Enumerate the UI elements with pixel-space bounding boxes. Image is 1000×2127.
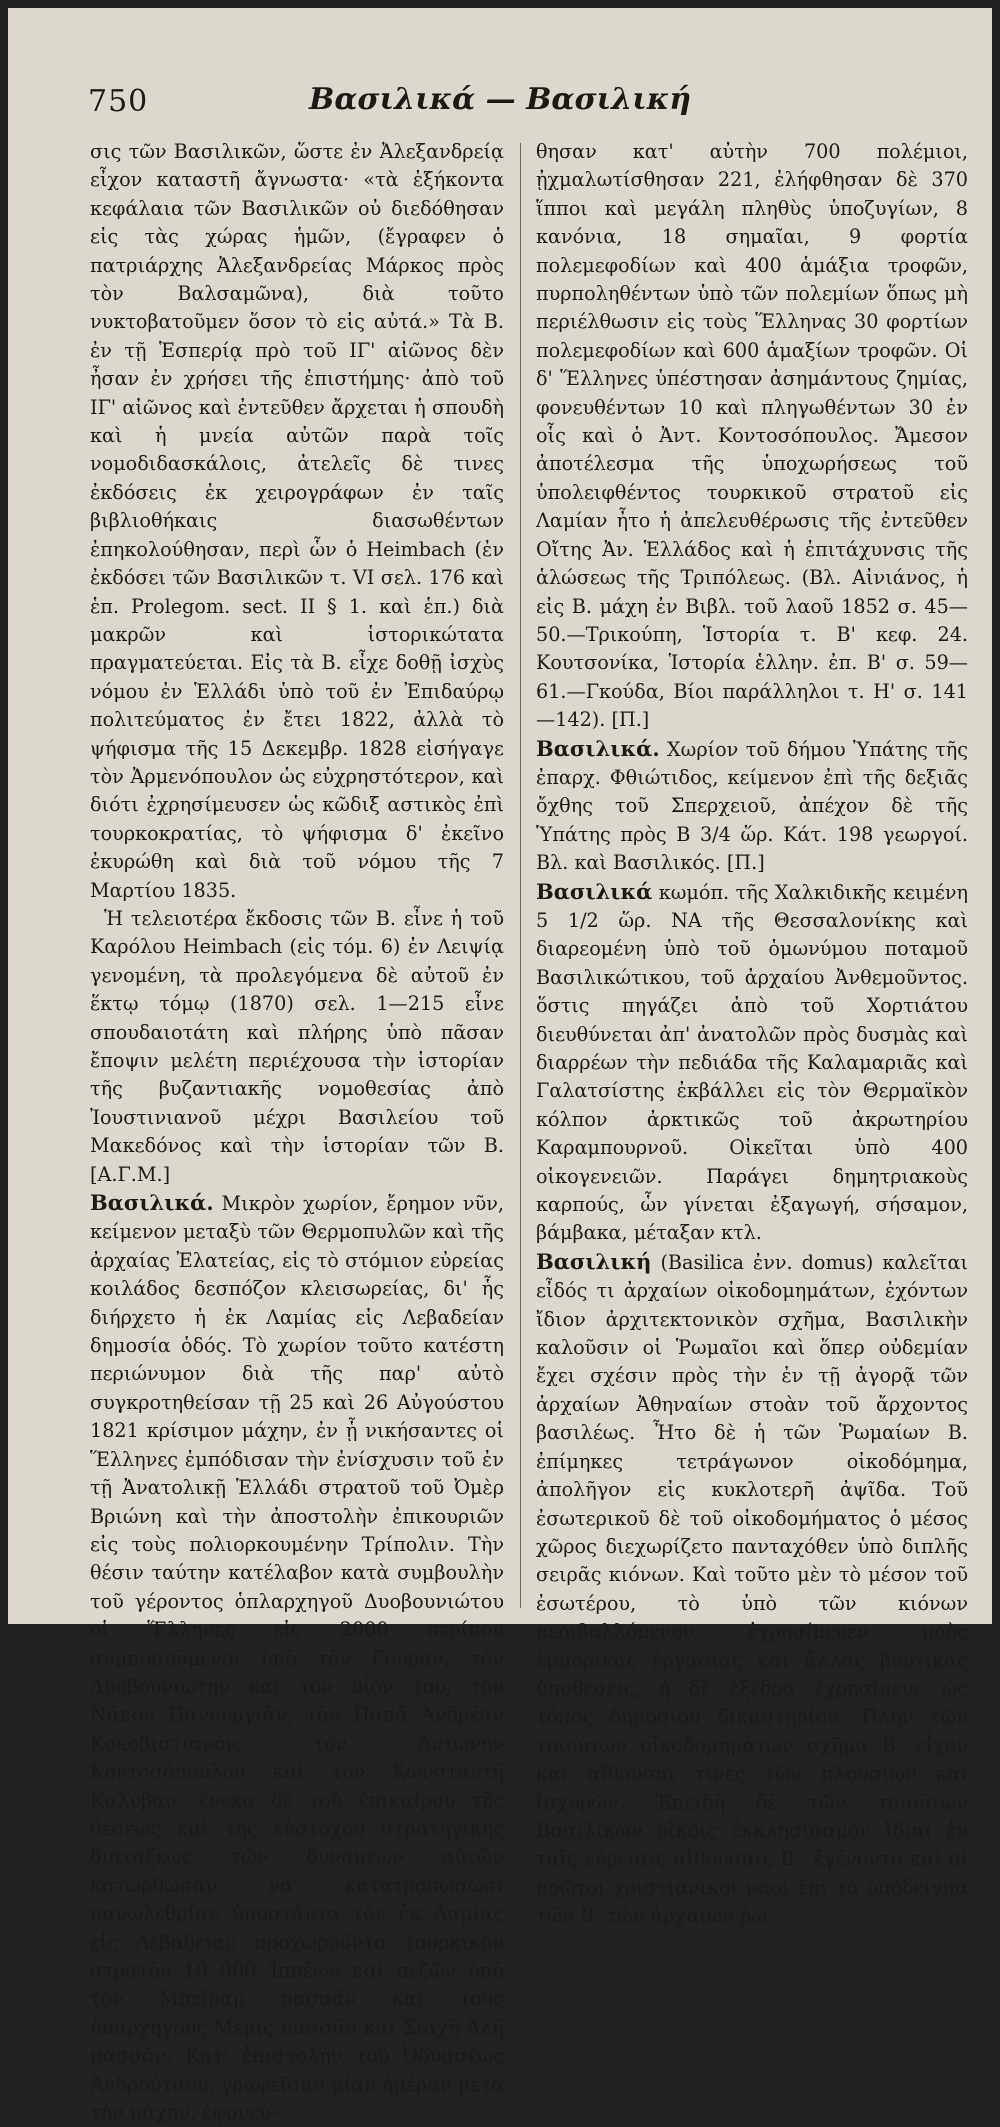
paragraph-text: σις τῶν Βασιλικῶν, ὥστε ἐν Ἀλεξανδρείᾳ εἶχον καταστῆ ἄγνωστα· «τὰ ἑξήκοντα κεφάλαια τῶν Βασιλικῶν οὐ διεδόθησαν εἰς τὰς χώρας ἡμῶν, (ἔγραφεν ὁ πατριάρχης Ἀλεξανδρείας Μάρκος πρὸς τὸν Βαλσαμῶνα), διὰ τοῦτο νυκτοβατοῦμεν ὅσον τὸ εἰς αὐτά.» Τὰ Β. ἐν τῇ Ἑσπερίᾳ πρὸ τοῦ ΙΓ' αἰῶνος δὲν ἦσαν ἐν χρήσει τῆς ἐπιστήμης· ἀπὸ τοῦ ΙΓ' αἰῶνος καὶ ἐντεῦθεν ἄρχεται ἡ σπουδὴ καὶ ἡ μνεία αὐτῶν παρὰ τοῖς νομοδιδασκάλοις, ἀτελεῖς δὲ τινες ἐκδόσεις ἐκ χειρογράφων ἐν ταῖς βιβλιοθήκαις διασωθέντων ἐπηκολούθησαν, περὶ ὧν ὁ Heimbach (ἐν ἐκδόσει τῶν Βασιλικῶν τ. VI σελ. 176 καὶ ἑπ. Prolegom. sect. II § 1. καὶ ἑπ.) διὰ μακρῶν καὶ ἱστορικώτατα πραγματεύεται. Εἰς τὰ Β. εἶχε δοθῇ ἰσχὺς νόμου ἐν Ἑλλάδι ὑπὸ τοῦ ἐν Ἐπιδαύρῳ πολιτεύματος ἐν ἔτει 1822, ἀλλὰ τὸ ψήφισμα τῆς 15 Δεκεμβρ. 1828 εἰσήγαγε τὸν Ἀρμενόπουλον ὡς εὐχρηστότερον, καὶ διότι ἐχρησίμευσεν ὡς κῶδιξ αστικὸς ἐπὶ τουρκοκρατίας, τὸ ψήφισμα δ' ἐκεῖνο ἐκυρώθη καὶ διὰ τοῦ νόμου τῆς 7 Μαρτίου 1835.	[90, 140, 504, 902]
entry-text: κωμόπ. τῆς Χαλκιδικῆς κειμένη 5 1/2 ὥρ. ΝΑ τῆς Θεσσαλονίκης καὶ διαρεομένη ὑπὸ τοῦ ὁμωνύμου ποταμοῦ Βασιλικώτικου, τοῦ ἀρχαίου Ἀνθεμοῦντος. ὅστις πηγάζει ἀπὸ τοῦ Χορτιάτου διευθύνεται ἀπ' ἀνατολῶν πρὸς δυσμὰς καὶ διαρρέων τὴν πεδιάδα τῆς Καλαμαριᾶς καὶ Γαλατσίστης ἐκβάλλει εἰς τὸν Θερμαϊκὸν κόλπον ἀρκτικῶς τοῦ ἀκρωτηρίου Καραμπουρνοῦ. Οἰκεῖται ὑπὸ 400 οἰκογενειῶν. Παράγει δημητριακοὺς καρπούς, ὧν γίνεται ἐξαγωγή, σήσαμον, βάμβακα, μέταξαν κτλ.	[536, 880, 968, 1245]
entry-text: (Basilica ἐνν. domus) καλεῖται εἶδός τι ἀρχαίων οἰκοδομημάτων, ἐχόντων ἴδιον ἀρχιτεκτονικὸν σχῆμα, Βασιλικὴν καλοῦσιν οἱ Ῥωμαῖοι καὶ ὅπερ οὐδεμίαν ἔχει σχέσιν πρὸς τὴν ἐν τῇ ἀγορᾷ τῶν ἀρχαίων Ἀθηναίων στοὰν τοῦ ἄρχοντος βασιλέως. Ἦτο δὲ ἡ τῶν Ῥωμαίων Β. ἐπίμηκες τετράγωνον οἰκοδόμημα, ἀπολῆγον εἰς κυκλοτερῆ ἀψῖδα. Τοῦ ἐσωτερικοῦ δὲ τοῦ οἰκοδομήματος ὁ μέσος χῶρος διεχωρίζετο πανταχόθεν ὑπὸ διπλῆς σειρᾶς κιόνων. Καὶ τοῦτο μὲν τὸ μέσον τοῦ ἐσωτέρου, τὸ ὑπὸ τῶν κιόνων περιβαλλόμενον ἐχρησίμευεν πρὸς ἐμπορικὰς ἐργασίας καὶ ἄλλας βιωτικὰς ὑποθέσεις, ἡ δὲ ἐξέδρα ἐχρησίμευε ὡς τόπος δημοσίου δικαστηρίου. Πλὴν τῶν τοιούτων οἰκοδομημάτων σχῆμα Β. εἶχον καὶ αἴθουσαί τινες τῶν πλουσίων καὶ ἰσχυρῶν. Ἐπειδὴ δὲ τῶν τοιούτων Βασιλικῶν οἴκοις ἐκκλησιασμὸν ἴδιαι ἐν ταῖς εὐρείαις αἰθούσαις Β., ἐγένοντο καὶ οἱ πρῶτοι χριστιανικοὶ ναοὶ ἐπὶ τὸ ὑπόδειγμα τῶν Β. τῶν ἀρχαίων ῥω-	[536, 1250, 968, 1928]
dictionary-entry	[536, 878, 968, 1248]
entry-text: Χωρίον τοῦ δήμου Ὑπάτης τῆς ἐπαρχ. Φθιώτιδος, κείμενον ἐπὶ τῆς δεξιᾶς ὄχθης τοῦ Σπερχειοῦ, ἀπέχον δὲ τῆς Ὑπάτης πρὸς Β 3/4 ὥρ. Κάτ. 198 γεωργοί. Βλ. καὶ Βασιλικός. [Π.]	[536, 737, 968, 875]
right-column	[536, 138, 968, 1928]
page-header	[8, 80, 992, 120]
paragraph-text: θησαν κατ' αὐτὴν 700 πολέμιοι, ᾐχμαλωτίσθησαν 221, ἐλήφθησαν δὲ 370 ἵπποι καὶ μεγάλη πληθὺς ὑποζυγίων, 8 κανόνια, 18 σημαῖαι, 9 φορτία πολεμεφοδίων καὶ 400 ἁμάξια τροφῶν, πυρποληθέντων ὑπὸ τῶν πολεμίων ὅπως μὴ περιέλθωσιν εἰς τοὺς Ἕλληνας 30 φορτίων πολεμεφοδίων καὶ 600 ἁμαξίων τροφῶν. Οἱ δ' Ἕλληνες ὑπέστησαν ἀσημάντους ζημίας, φονευθέντων 10 καὶ πληγωθέντων 30 ἐν οἷς καὶ ὁ Ἀντ. Κοντοσόπουλος. Ἄμεσον ἀποτέλεσμα τῆς ὑποχωρήσεως τοῦ ὑπολειφθέντος τουρκικοῦ στρατοῦ εἰς Λαμίαν ἦτο ἡ ἀπελευθέρωσις τῆς ἐντεῦθεν Οἴτης Ἀν. Ἑλλάδος καὶ ἡ ἐπιτάχυνσις τῆς ἁλώσεως τῆς Τριπόλεως. (Βλ. Αἰνιάνος, ἡ εἰς Β. μάχη ἐν Βιβλ. τοῦ λαοῦ 1852 σ. 45—50.—Τρικούπη, Ἱστορία τ. Β' κεφ. 24. Κουτσονίκα, Ἱστορία ἑλλην. ἐπ. Β' σ. 59—61.—Γκούδα, Βίοι παράλληλοι τ. Η' σ. 141—142). [Π.]	[536, 140, 968, 732]
dictionary-entry	[536, 735, 968, 878]
left-column	[90, 138, 504, 2125]
paragraph	[536, 138, 968, 735]
page-number: 750	[88, 84, 149, 119]
entry-text: Μικρὸν χωρίον, ἔρημον νῦν, κείμενον μεταξὺ τῶν Θερμοπυλῶν καὶ τῆς ἀρχαίας Ἐλατείας, εἰς τὸ στόμιον εὐρείας κοιλάδος δεσπόζον κλεισωρείας, δι' ἧς διήρχετο ἡ ἐκ Λαμίας εἰς Λεβαδείαν δημοσία ὁδός. Τὸ χωρίον τοῦτο κατέστη περιώνυμον διὰ τῆς παρ' αὐτὸ συγκροτηθείσαν τῇ 25 καὶ 26 Αὐγούστου 1821 κρίσιμον μάχην, ἐν ᾗ νικήσαντες οἱ Ἕλληνες ἐμπόδισαν τὴν ἐνίσχυσιν τοῦ ἐν τῇ Ἀνατολικῇ Ἑλλάδι στρατοῦ τοῦ Ὀμὲρ Βριώνη καὶ τὴν ἀποστολὴν ἐπικουριῶν εἰς τοὺς πολιορκουμένην Τρίπολιν. Τὴν θέσιν ταύτην κατέλαβον κατὰ συμβουλὴν τοῦ γέροντος ὁπλαρχηγοῦ Δυοβουνιώτου οἱ Ἕλληνες εἰς 2000 περίπου συμποσούμενοι ὑπὸ τὸν Γούραν, τὸν Δυοβουνιώτην καὶ τὸν υἱὸν του, τὸν Νάκον Πανουργιᾶν, τὸν Παπᾶ Ἀνδρέαν Κοκοβιστιανόν, τὸν Ἀντώνην Κοντοσόπουλον καὶ τὸν Κωνσταντῆ Καλύβαν· ἕνεκα δὲ τοῦ ἐπικαίρου τῆς θέσεως καὶ τῆς εὐστόχου στρατηγικῆς διατάξεως τῶν δυνάμεων αὐτῶν κατώρθωσαν να κατατροπώσωσι πανωλεθρίαν ὑποστάντα τὸν ἐκ Λαμίας εἰς Λεβαδείαν προχωροῦντα τουρκικὸν στρατὸν 10 000 Ἱππέων καὶ πεζῶν ὑπὸ τὸν Μπεϊρὰμ πασσᾶν καὶ τοὺς ὑπαρχηγοὺς Μεμὶς πασσᾶν καὶ Σιαχῆ Ἀλῆ πασσᾶν. Κατ' ἐπιστολὴν τοῦ Ὀδυσσέως Ἀνδρούτσου, γραφεῖσαν μίαν ἡμέραν μετὰ τὴν μάχην, ἐφονεύ-	[90, 1192, 504, 2125]
paragraph	[90, 138, 504, 905]
entry-headword: Βασιλικά.	[90, 1190, 214, 1216]
column-divider	[520, 143, 521, 1608]
paragraph-text: Ἡ τελειοτέρα ἔκδοσις τῶν Β. εἶνε ἡ τοῦ Καρόλου Heimbach (εἰς τόμ. 6) ἐν Λειψίᾳ γενομένη, τὰ προλεγόμενα δὲ αὐτοῦ ἐν ἕκτῳ τόμῳ (1870) σελ. 1—215 εἶνε σπουδαιοτάτη καὶ πλήρης ὑπὸ πᾶσαν ἔποψιν μελέτη περιέχουσα τὴν ἱστορίαν τῆς βυζαντιακῆς νομοθεσίας ἀπὸ Ἰουστινιανοῦ μέχρι Βασιλείου τοῦ Μακεδόνος καὶ τὴν ἱστορίαν τῶν Β. [Α.Γ.Μ.]	[90, 906, 504, 1186]
running-title: Βασιλικά — Βασιλική	[308, 82, 692, 117]
dictionary-entry	[90, 1189, 504, 2127]
document-page	[8, 8, 992, 2125]
entry-headword: Βασιλικά.	[536, 735, 660, 761]
dictionary-entry	[536, 1248, 968, 1931]
entry-headword: Βασιλικά	[536, 878, 653, 904]
paragraph	[90, 905, 504, 1189]
entry-headword: Βασιλική	[536, 1248, 652, 1274]
